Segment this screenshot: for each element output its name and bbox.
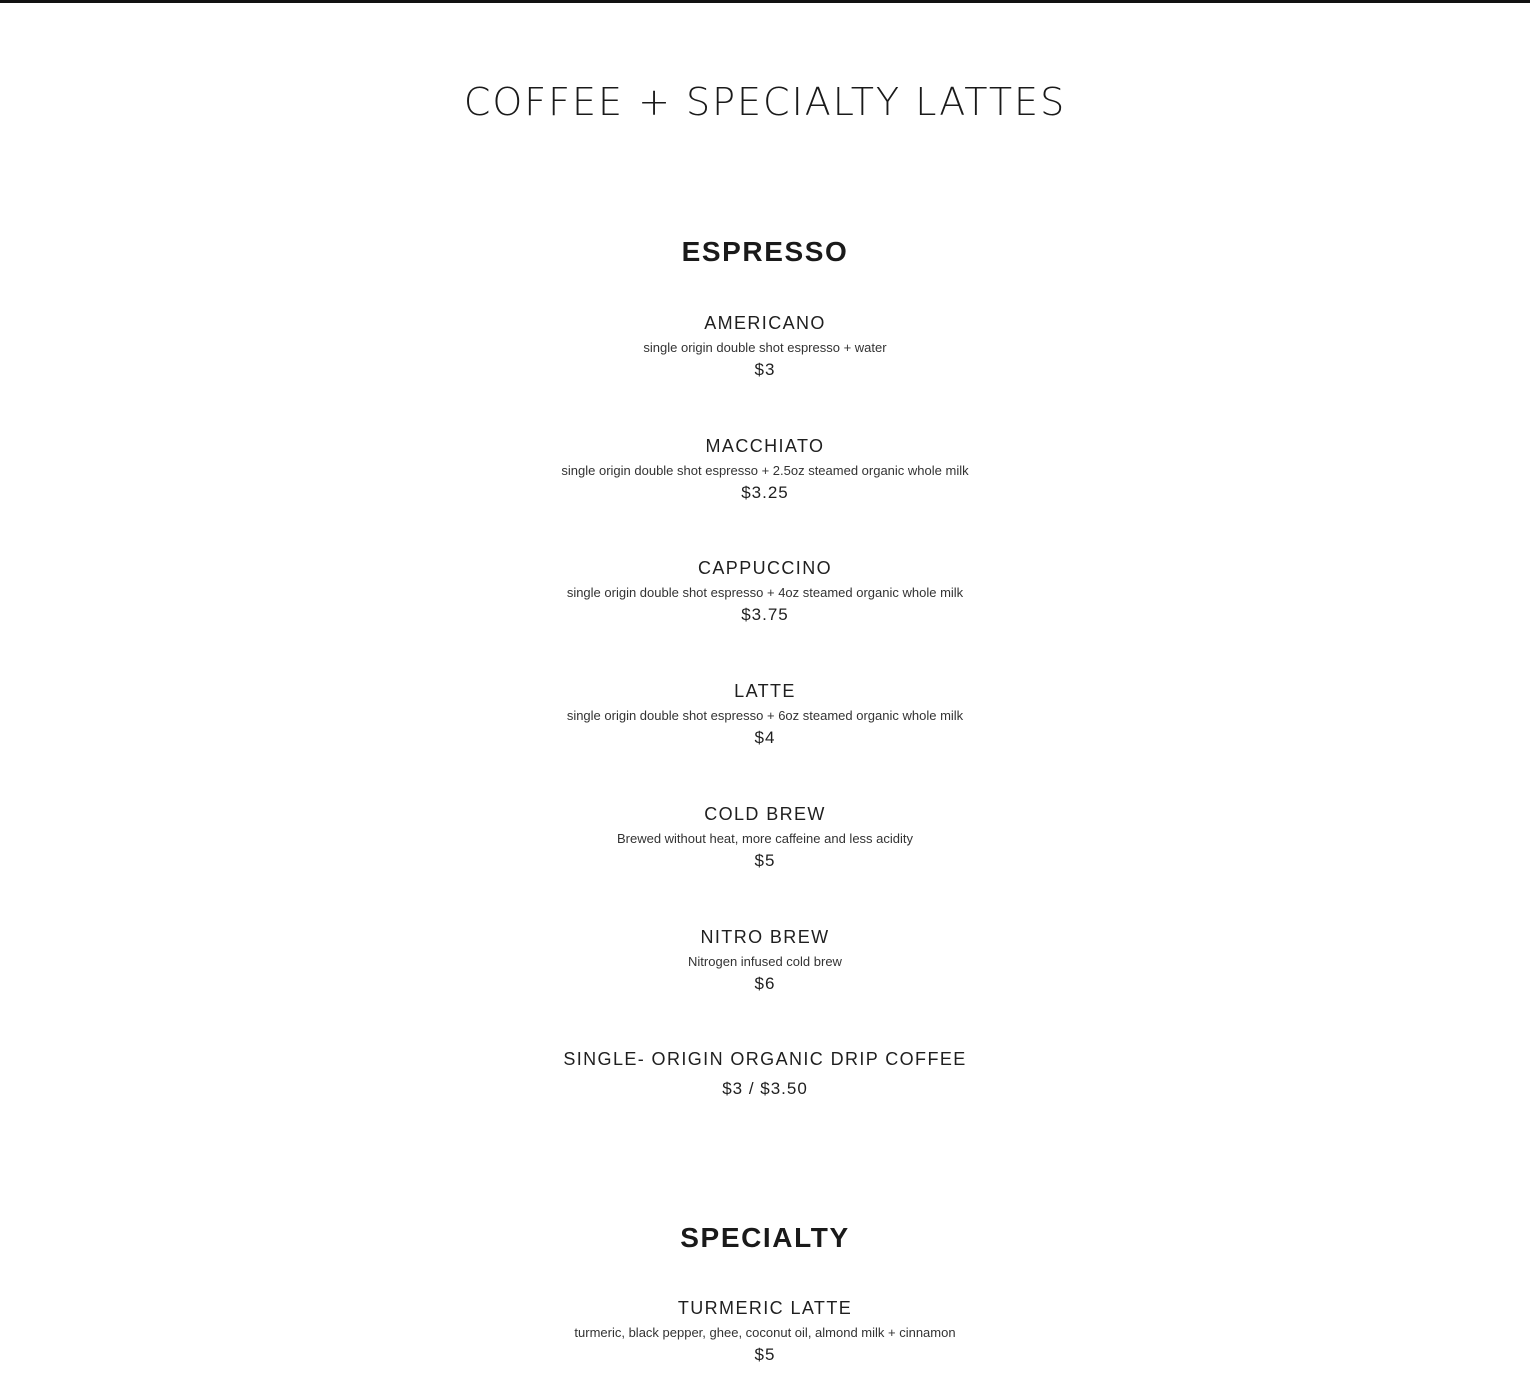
item-description: single origin double shot espresso + 6oz steamed organic whole milk <box>566 708 964 723</box>
item-description: single origin double shot espresso + 2.5oz steamed organic whole milk <box>561 463 969 478</box>
menu-item-nitro-brew <box>0 926 1530 994</box>
item-name: MACCHIATO <box>705 436 825 456</box>
item-name: SINGLE- ORIGIN ORGANIC DRIP COFFEE <box>563 1049 967 1069</box>
section-title-specialty: SPECIALTY <box>680 1222 850 1253</box>
item-price: $3.75 <box>741 605 789 624</box>
top-border <box>0 0 1530 3</box>
item-price: $6 <box>754 974 776 993</box>
item-description: single origin double shot espresso + water <box>643 340 887 355</box>
item-description: turmeric, black pepper, ghee, coconut oil, almond milk + cinnamon <box>574 1325 956 1340</box>
menu-item-cappuccino <box>0 557 1530 625</box>
item-price: $4 <box>754 728 776 747</box>
menu-item-latte <box>0 680 1530 748</box>
item-name: CAPPUCCINO <box>697 558 832 578</box>
section-title-espresso: ESPRESSO <box>681 236 849 267</box>
item-price: $5 <box>754 1345 776 1364</box>
item-description: Nitrogen infused cold brew <box>688 954 842 969</box>
item-description: Brewed without heat, more caffeine and less acidity <box>616 831 914 846</box>
item-price: $3 / $3.50 <box>722 1079 808 1098</box>
item-name: LATTE <box>734 681 796 701</box>
item-price: $5 <box>754 851 776 870</box>
item-name: COLD BREW <box>704 804 826 824</box>
item-price: $3 <box>754 360 776 379</box>
menu-item-americano <box>0 312 1530 380</box>
page-title: COFFEE + SPECIALTY LATTES <box>463 80 1067 124</box>
menu-item-macchiato <box>0 435 1530 503</box>
item-name: NITRO BREW <box>700 927 830 947</box>
item-description: single origin double shot espresso + 4oz steamed organic whole milk <box>566 585 964 600</box>
item-name: TURMERIC LATTE <box>677 1298 853 1318</box>
menu-item-turmeric-latte <box>0 1297 1530 1365</box>
item-name: AMERICANO <box>704 313 826 333</box>
item-price: $3.25 <box>741 483 789 502</box>
menu-item-cold-brew <box>0 803 1530 871</box>
menu-item-drip-coffee <box>0 1048 1530 1099</box>
